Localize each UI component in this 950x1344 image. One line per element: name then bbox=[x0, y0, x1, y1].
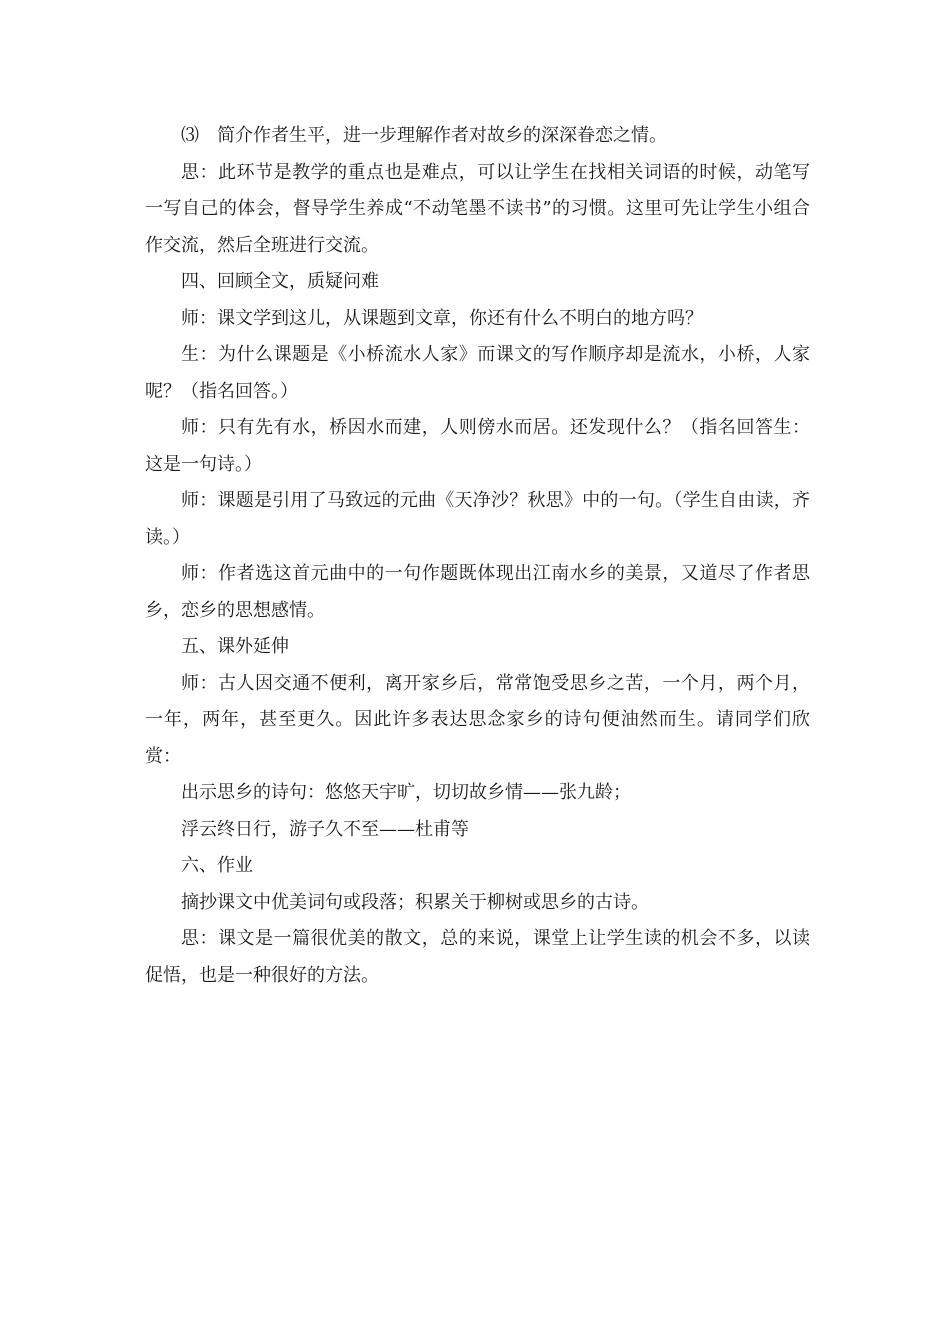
section-heading-review: 四、回顾全文，质疑问难 bbox=[181, 271, 379, 292]
paragraph-reflection-1: 思：此环节是教学的重点也是难点，可以让学生在找相关词语的时候，动笔写一写自己的体会，督导学生养成“不动笔墨不读书”的习惯。这里可先让学生小组合作交流，然后全班进行交流。 bbox=[145, 161, 810, 256]
paragraph-poem-2: 浮云终日行，游子久不至——杜甫等 bbox=[181, 818, 469, 840]
paragraph-teacher-summary: 师：作者选这首元曲中的一句作题既体现出江南水乡的美景，又道尽了作者思乡，恋乡的思想感情。 bbox=[145, 563, 810, 621]
paragraph-reflection-2: 思：课文是一篇很优美的散文，总的来说，课堂上让学生读的机会不多，以读促悟，也是一种很好的方法。 bbox=[145, 928, 810, 986]
paragraph-teacher-answer: 师：只有先有水，桥因水而建，人则傍水而居。还发现什么？（指名回答生：这是一句诗。） bbox=[145, 417, 810, 475]
paragraph-author-intro: ⑶ 简介作者生平，进一步理解作者对故乡的深深眷恋之情。 bbox=[181, 125, 667, 146]
paragraph-student-question: 生：为什么课题是《小桥流水人家》而课文的写作顺序却是流水，小桥，人家呢？（指名回答。） bbox=[145, 344, 810, 402]
paragraph-teacher-poems-intro: 师：古人因交通不便利，离开家乡后，常常饱受思乡之苦，一个月，两个月，一年，两年，甚至更久。因此许多表达思念家乡的诗句便油然而生。请同学们欣赏： bbox=[145, 672, 810, 767]
paragraph-poem-1: 出示思乡的诗句：悠悠天宇旷，切切故乡情——张九龄； bbox=[181, 782, 631, 803]
paragraph-teacher-title-source: 师：课题是引用了马致远的元曲《天净沙？秋思》中的一句。（学生自由读，齐读。） bbox=[145, 490, 810, 548]
section-heading-homework: 六、作业 bbox=[181, 855, 253, 876]
paragraph-teacher-question: 师：课文学到这儿，从课题到文章，你还有什么不明白的地方吗？ bbox=[181, 307, 703, 329]
section-heading-extension: 五、课外延伸 bbox=[181, 636, 289, 657]
paragraph-homework: 摘抄课文中优美词句或段落；积累关于柳树或思乡的古诗。 bbox=[181, 891, 649, 913]
document-body bbox=[145, 118, 810, 994]
